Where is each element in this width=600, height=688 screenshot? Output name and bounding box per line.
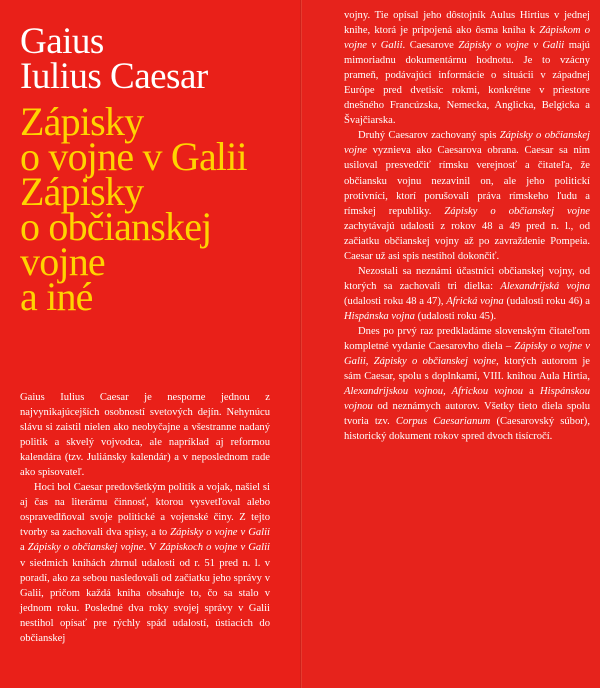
title-line-5: vojne bbox=[20, 239, 105, 284]
text-run: od neznámych autorov. Všetky tieto diela spolu tvoria tzv. bbox=[344, 401, 590, 428]
left-paragraph-1: Gaius Iulius Caesar je nesporne jednou z najvynikajúcejších osobností svetových dejín. Nehynúcu slávu si zaistil nielen ako neobyčajne a všestranne nadaný politik a skvelý vojvodca, ale napríklad aj reformou kalendára (tzv. Juliánsky kalendár) a v neposlednom rade ako spisovateľ. bbox=[20, 392, 270, 479]
italic-title: Zápisky o vojne v Galii, Zápisky o občianskej vojne bbox=[344, 341, 591, 368]
right-paragraph-1 bbox=[344, 8, 590, 128]
italic-title: Alexandrijskou vojnou, Africkou vojnou bbox=[344, 386, 524, 398]
italic-title: Zápiskoch o vojne v Galii bbox=[159, 542, 270, 554]
italic-title: Zápisky o vojne v Galii bbox=[458, 40, 565, 52]
text-run: Hoci bol Caesar predovšetkým politik a vojak, našiel si aj čas na literárnu činnosť, ktorou vysvetľoval alebo ospravedlňoval svoje politické a vojenské činy. Z tejto tvorby sa zachovali dva spisy, a to bbox=[20, 482, 270, 539]
left-blurb bbox=[20, 390, 270, 646]
text-run: a bbox=[20, 542, 28, 554]
text-run: . Caesarove bbox=[402, 40, 459, 52]
text-run: (udalosti roku 45). bbox=[414, 310, 497, 322]
italic-title: Alexandrijská vojna bbox=[500, 280, 590, 292]
right-blurb bbox=[344, 8, 590, 444]
book-title bbox=[20, 99, 247, 319]
italic-title: Zápisky o občianskej vojne bbox=[344, 130, 590, 157]
italic-title: Hispánskou vojnou bbox=[344, 386, 591, 413]
author-line-2: Iulius Caesar bbox=[20, 56, 208, 97]
author-line-1: Gaius bbox=[20, 21, 104, 62]
text-run: Dnes po prvý raz predkladáme slovenským čitateľom kompletné vydanie Caesarovho diela – bbox=[344, 325, 590, 353]
italic-title: Corpus Caesarianum bbox=[395, 416, 491, 428]
text-run: zachytávajú udalosti z rokov 48 a 49 pred n. l., od začiatku občianskej vojny až po zavraždenie Pompeia. Caesar už asi spis nestihol dokončiť. bbox=[344, 220, 590, 262]
text-run: . V bbox=[143, 542, 160, 554]
title-line-2: o vojne v Galii bbox=[20, 134, 247, 179]
right-paragraph-4 bbox=[344, 324, 590, 444]
italic-title: Zápisky o občianskej vojne bbox=[27, 542, 144, 554]
title-line-4: o občianskej bbox=[20, 204, 212, 249]
text-run: Nezostali sa neznámi účastníci občianskej vojny, od ktorých sa zachovali tri dielka: bbox=[344, 265, 590, 292]
right-paragraph-2 bbox=[344, 128, 590, 263]
italic-title: Zápisky o občianskej vojne bbox=[444, 205, 590, 217]
title-line-3: Zápisky bbox=[20, 169, 144, 214]
left-paragraph-2 bbox=[20, 480, 270, 646]
italic-title: Zápiskom o vojne v Galii bbox=[344, 25, 590, 52]
text-run: (Caesarovský súbor), historický dokument rokov spred dvoch tisícročí. bbox=[344, 416, 590, 443]
text-run: v siedmich knihách zhrnul udalosti od r. 51 pred n. l. v poradí, ako za sebou nasledovali od začiatku jeho správy v Galii, pričom každá kniha obsahuje to, čo sa stalo v jednom roku. Posledné dva roky svojej správy v Galii nestihol opísať pre rýchly spád udalostí, ústiacich do občianskej bbox=[20, 557, 270, 644]
text-run: (udalosti roku 48 a 47), bbox=[344, 295, 447, 307]
text-run: majú mimoriadnu dokumentárnu hodnotu. Je to vzácny prameň, podávajúci informácie o situácii v západnej Európe pred dvetisíc rokmi, konkrétne v priestore dnešného Francúzska, Nemecka, Anglicka, Belgicka a Švajčiarska. bbox=[344, 40, 590, 127]
right-paragraph-3 bbox=[344, 264, 590, 324]
italic-title: Africká vojna bbox=[446, 295, 504, 307]
text-run: Druhý Caesarov zachovaný spis bbox=[358, 130, 500, 142]
title-line-1: Zápisky bbox=[20, 99, 144, 144]
italic-title: Zápisky o vojne v Galii bbox=[170, 527, 270, 539]
text-run: a bbox=[523, 386, 540, 398]
italic-title: Hispánska vojna bbox=[344, 310, 415, 322]
text-run: vyznieva ako Caesarova obrana. Caesar sa ním usiloval presvedčiť rímsku verejnosť a čitateľa, že občiansku vojnu nezavinil on, ale jeho politickí protivníci, ktorí porušovali práva rímskeho ľudu a rímskej republiky. bbox=[344, 145, 590, 217]
author-name bbox=[20, 21, 208, 97]
text-run: vojny. Tie opísal jeho dôstojník Aulus Hirtius v jednej knihe, ktorá je pripojená ako ôsma kniha k bbox=[344, 10, 590, 37]
text-run: , ktorých autorom je sám Caesar, spolu s doplnkami, VIII. knihou Aula Hirtia, bbox=[344, 356, 591, 383]
title-line-6: a iné bbox=[20, 274, 93, 319]
text-run: (udalosti roku 46) a bbox=[503, 295, 590, 307]
right-page bbox=[302, 0, 600, 688]
